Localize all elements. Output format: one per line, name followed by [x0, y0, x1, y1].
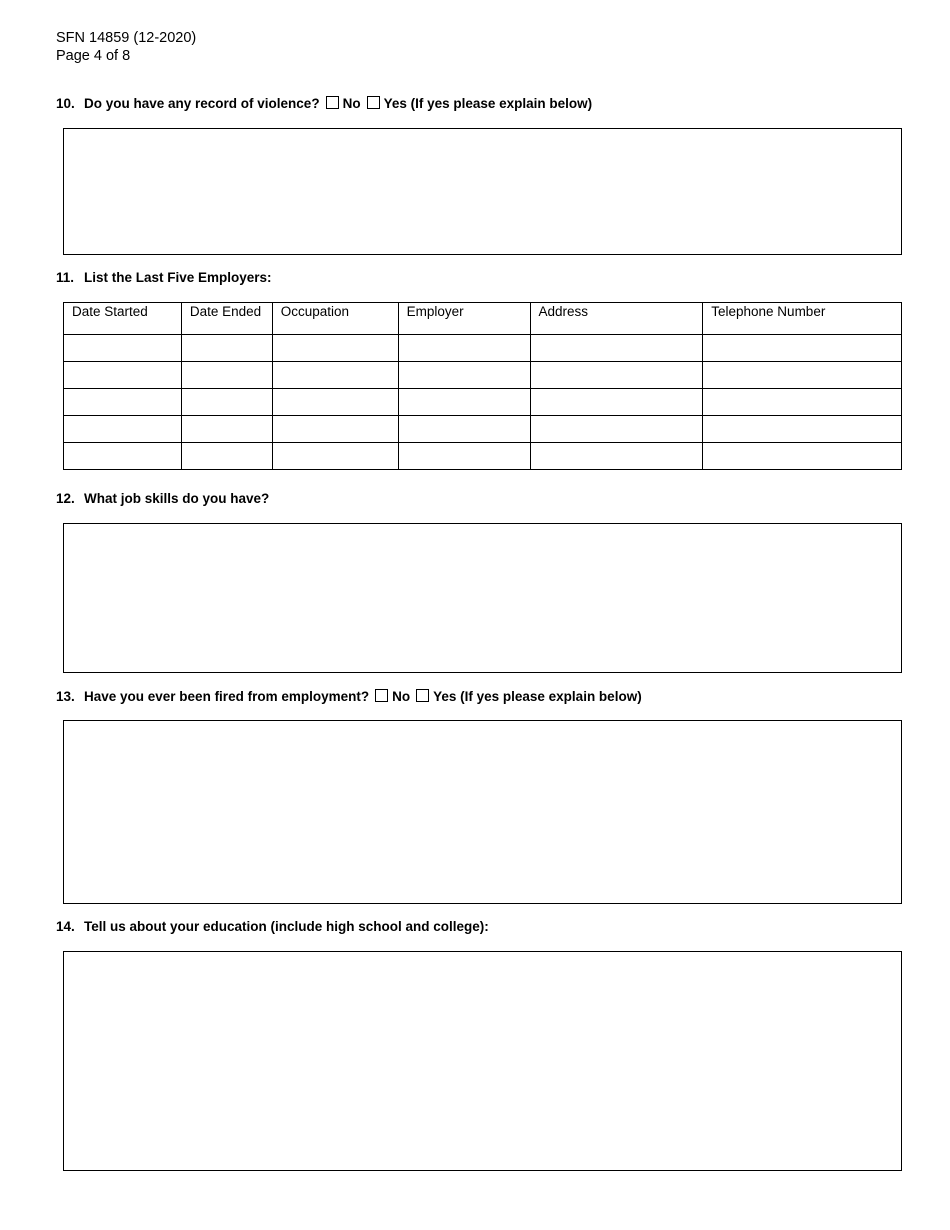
employer-cell[interactable] [398, 362, 530, 389]
date-ended-cell[interactable] [181, 335, 272, 362]
question-13-no-checkbox[interactable] [375, 689, 388, 702]
question-13-text: Have you ever been fired from employment? [84, 689, 370, 704]
telephone-cell[interactable] [703, 443, 902, 470]
table-row [64, 389, 902, 416]
employer-cell[interactable] [398, 389, 530, 416]
date-ended-cell[interactable] [181, 443, 272, 470]
address-cell[interactable] [530, 443, 703, 470]
occupation-cell[interactable] [272, 362, 398, 389]
table-row [64, 416, 902, 443]
occupation-cell[interactable] [272, 335, 398, 362]
form-header [56, 29, 196, 65]
column-occupation: Occupation [272, 303, 398, 335]
question-13-no-label: No [392, 689, 411, 704]
employers-table [63, 302, 902, 470]
employer-cell[interactable] [398, 443, 530, 470]
occupation-cell[interactable] [272, 416, 398, 443]
job-skills-field[interactable] [63, 523, 902, 673]
page-number: Page 4 of 8 [56, 48, 131, 64]
question-14 [56, 919, 489, 935]
occupation-cell[interactable] [272, 389, 398, 416]
column-employer: Employer [398, 303, 530, 335]
question-12-number: 12. [56, 491, 75, 506]
date-started-cell[interactable] [64, 389, 182, 416]
date-started-cell[interactable] [64, 335, 182, 362]
question-13-yes-label: Yes (If yes please explain below) [433, 689, 642, 704]
column-date-ended: Date Ended [181, 303, 272, 335]
question-10-number: 10. [56, 96, 75, 111]
date-started-cell[interactable] [64, 443, 182, 470]
question-10-text: Do you have any record of violence? [84, 96, 320, 111]
question-11 [56, 270, 272, 286]
date-started-cell[interactable] [64, 362, 182, 389]
column-address: Address [530, 303, 703, 335]
telephone-cell[interactable] [703, 335, 902, 362]
address-cell[interactable] [530, 416, 703, 443]
date-started-cell[interactable] [64, 416, 182, 443]
question-14-number: 14. [56, 919, 75, 934]
address-cell[interactable] [530, 362, 703, 389]
table-row [64, 362, 902, 389]
column-telephone-number: Telephone Number [703, 303, 902, 335]
occupation-cell[interactable] [272, 443, 398, 470]
date-ended-cell[interactable] [181, 416, 272, 443]
employers-table-header [64, 303, 902, 335]
address-cell[interactable] [530, 335, 703, 362]
telephone-cell[interactable] [703, 362, 902, 389]
form-id: SFN 14859 (12-2020) [56, 30, 197, 46]
telephone-cell[interactable] [703, 416, 902, 443]
question-10-yes-checkbox[interactable] [367, 96, 380, 109]
question-13 [56, 689, 642, 705]
question-12-text: What job skills do you have? [84, 491, 270, 506]
question-11-text: List the Last Five Employers: [84, 270, 272, 285]
question-10-yes-label: Yes (If yes please explain below) [383, 96, 593, 111]
table-row [64, 335, 902, 362]
question-13-number: 13. [56, 689, 75, 704]
employer-cell[interactable] [398, 335, 530, 362]
question-13-explanation-field[interactable] [63, 720, 902, 904]
question-10-explanation-field[interactable] [63, 128, 902, 255]
question-10-no-label: No [342, 96, 361, 111]
column-date-started: Date Started [64, 303, 182, 335]
table-row [64, 443, 902, 470]
question-13-yes-checkbox[interactable] [416, 689, 429, 702]
date-ended-cell[interactable] [181, 362, 272, 389]
telephone-cell[interactable] [703, 389, 902, 416]
education-field[interactable] [63, 951, 902, 1171]
question-12 [56, 491, 269, 507]
address-cell[interactable] [530, 389, 703, 416]
employer-cell[interactable] [398, 416, 530, 443]
question-10-no-checkbox[interactable] [326, 96, 339, 109]
question-10 [56, 96, 592, 112]
question-14-text: Tell us about your education (include high school and college): [84, 919, 489, 934]
date-ended-cell[interactable] [181, 389, 272, 416]
question-11-number: 11. [56, 270, 75, 285]
